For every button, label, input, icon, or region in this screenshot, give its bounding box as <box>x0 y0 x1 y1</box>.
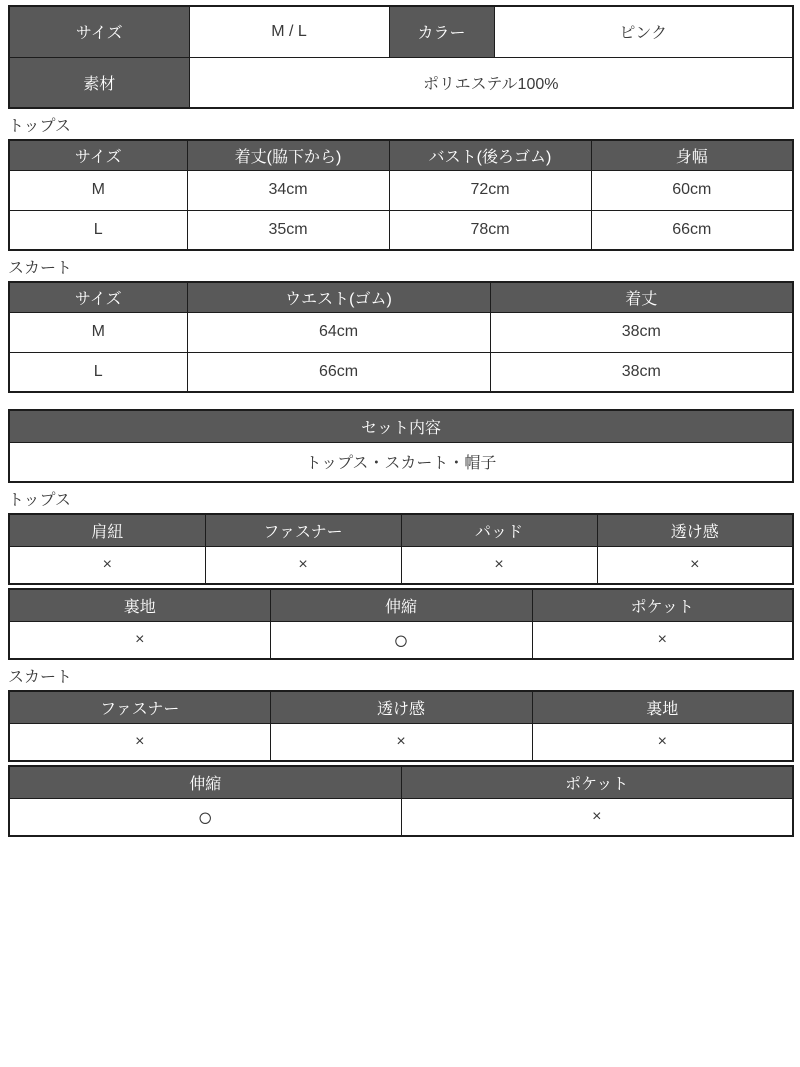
data-cell: 34cm <box>187 170 389 210</box>
feature-value-cell: × <box>401 546 597 584</box>
table-row <box>9 798 793 836</box>
skirt-features-table-2 <box>8 765 794 837</box>
table-row <box>9 352 793 392</box>
feature-value-cell: × <box>270 723 532 761</box>
material-header-cell: 素材 <box>9 57 189 108</box>
skirt-features-table-1 <box>8 690 794 762</box>
data-cell: 38cm <box>490 352 793 392</box>
data-cell: 64cm <box>187 312 490 352</box>
color-header-cell: カラー <box>389 6 494 57</box>
table-row <box>9 621 793 659</box>
header-cell: 伸縮 <box>270 589 532 621</box>
header-cell: ファスナー <box>205 514 401 546</box>
section-label-tops-size: トップス <box>8 118 71 135</box>
feature-value-cell: × <box>9 621 270 659</box>
table-row <box>9 442 793 482</box>
data-cell: 66cm <box>187 352 490 392</box>
feature-value-cell: × <box>9 723 270 761</box>
header-cell: パッド <box>401 514 597 546</box>
color-value-cell: ピンク <box>494 6 793 57</box>
header-cell: ファスナー <box>9 691 270 723</box>
header-cell: ウエスト(ゴム) <box>187 282 490 312</box>
header-cell: 着丈 <box>490 282 793 312</box>
feature-value-cell: × <box>597 546 793 584</box>
header-cell: 伸縮 <box>9 766 401 798</box>
data-cell: M <box>9 312 187 352</box>
table-header-row <box>9 589 793 621</box>
set-contents-value-cell: トップス・スカート・帽子 <box>9 442 793 482</box>
feature-value-cell: × <box>532 621 793 659</box>
header-cell: 肩紐 <box>9 514 205 546</box>
header-cell: サイズ <box>9 140 187 170</box>
skirt-size-table <box>8 281 794 393</box>
table-row <box>9 170 793 210</box>
table-row <box>9 57 793 108</box>
material-value-cell: ポリエステル100% <box>189 57 793 108</box>
tops-size-table <box>8 139 794 251</box>
header-cell: 着丈(脇下から) <box>187 140 389 170</box>
data-cell: M <box>9 170 187 210</box>
header-cell: 身幅 <box>591 140 793 170</box>
feature-value-cell: ○ <box>270 621 532 659</box>
data-cell: 38cm <box>490 312 793 352</box>
header-cell: ポケット <box>401 766 793 798</box>
header-cell: 裏地 <box>9 589 270 621</box>
feature-value-cell: ○ <box>9 798 401 836</box>
section-label-skirt-size: スカート <box>8 260 73 277</box>
data-cell: 35cm <box>187 210 389 250</box>
set-contents-header-cell: セット内容 <box>9 410 793 442</box>
data-cell: 60cm <box>591 170 793 210</box>
data-cell: L <box>9 210 187 250</box>
header-cell: ポケット <box>532 589 793 621</box>
table-header-row <box>9 514 793 546</box>
tops-features-table-2 <box>8 588 794 660</box>
table-row <box>9 312 793 352</box>
table-row <box>9 723 793 761</box>
table-header-row <box>9 410 793 442</box>
set-contents-table <box>8 409 794 483</box>
table-header-row <box>9 282 793 312</box>
table-header-row <box>9 691 793 723</box>
header-cell: バスト(後ろゴム) <box>389 140 591 170</box>
section-label-skirt-features: スカート <box>8 669 73 686</box>
data-cell: 66cm <box>591 210 793 250</box>
table-header-row <box>9 766 793 798</box>
section-label-tops-features: トップス <box>8 492 71 509</box>
header-cell: 裏地 <box>532 691 793 723</box>
feature-value-cell: × <box>532 723 793 761</box>
feature-value-cell: × <box>9 546 205 584</box>
size-value-cell: M / L <box>189 6 389 57</box>
table-header-row <box>9 140 793 170</box>
header-cell: 透け感 <box>597 514 793 546</box>
table-row <box>9 6 793 57</box>
header-cell: サイズ <box>9 282 187 312</box>
header-cell: 透け感 <box>270 691 532 723</box>
data-cell: L <box>9 352 187 392</box>
feature-value-cell: × <box>401 798 793 836</box>
data-cell: 78cm <box>389 210 591 250</box>
product-info-table <box>8 5 794 109</box>
table-row <box>9 210 793 250</box>
data-cell: 72cm <box>389 170 591 210</box>
tops-features-table-1 <box>8 513 794 585</box>
feature-value-cell: × <box>205 546 401 584</box>
size-header-cell: サイズ <box>9 6 189 57</box>
table-row <box>9 546 793 584</box>
